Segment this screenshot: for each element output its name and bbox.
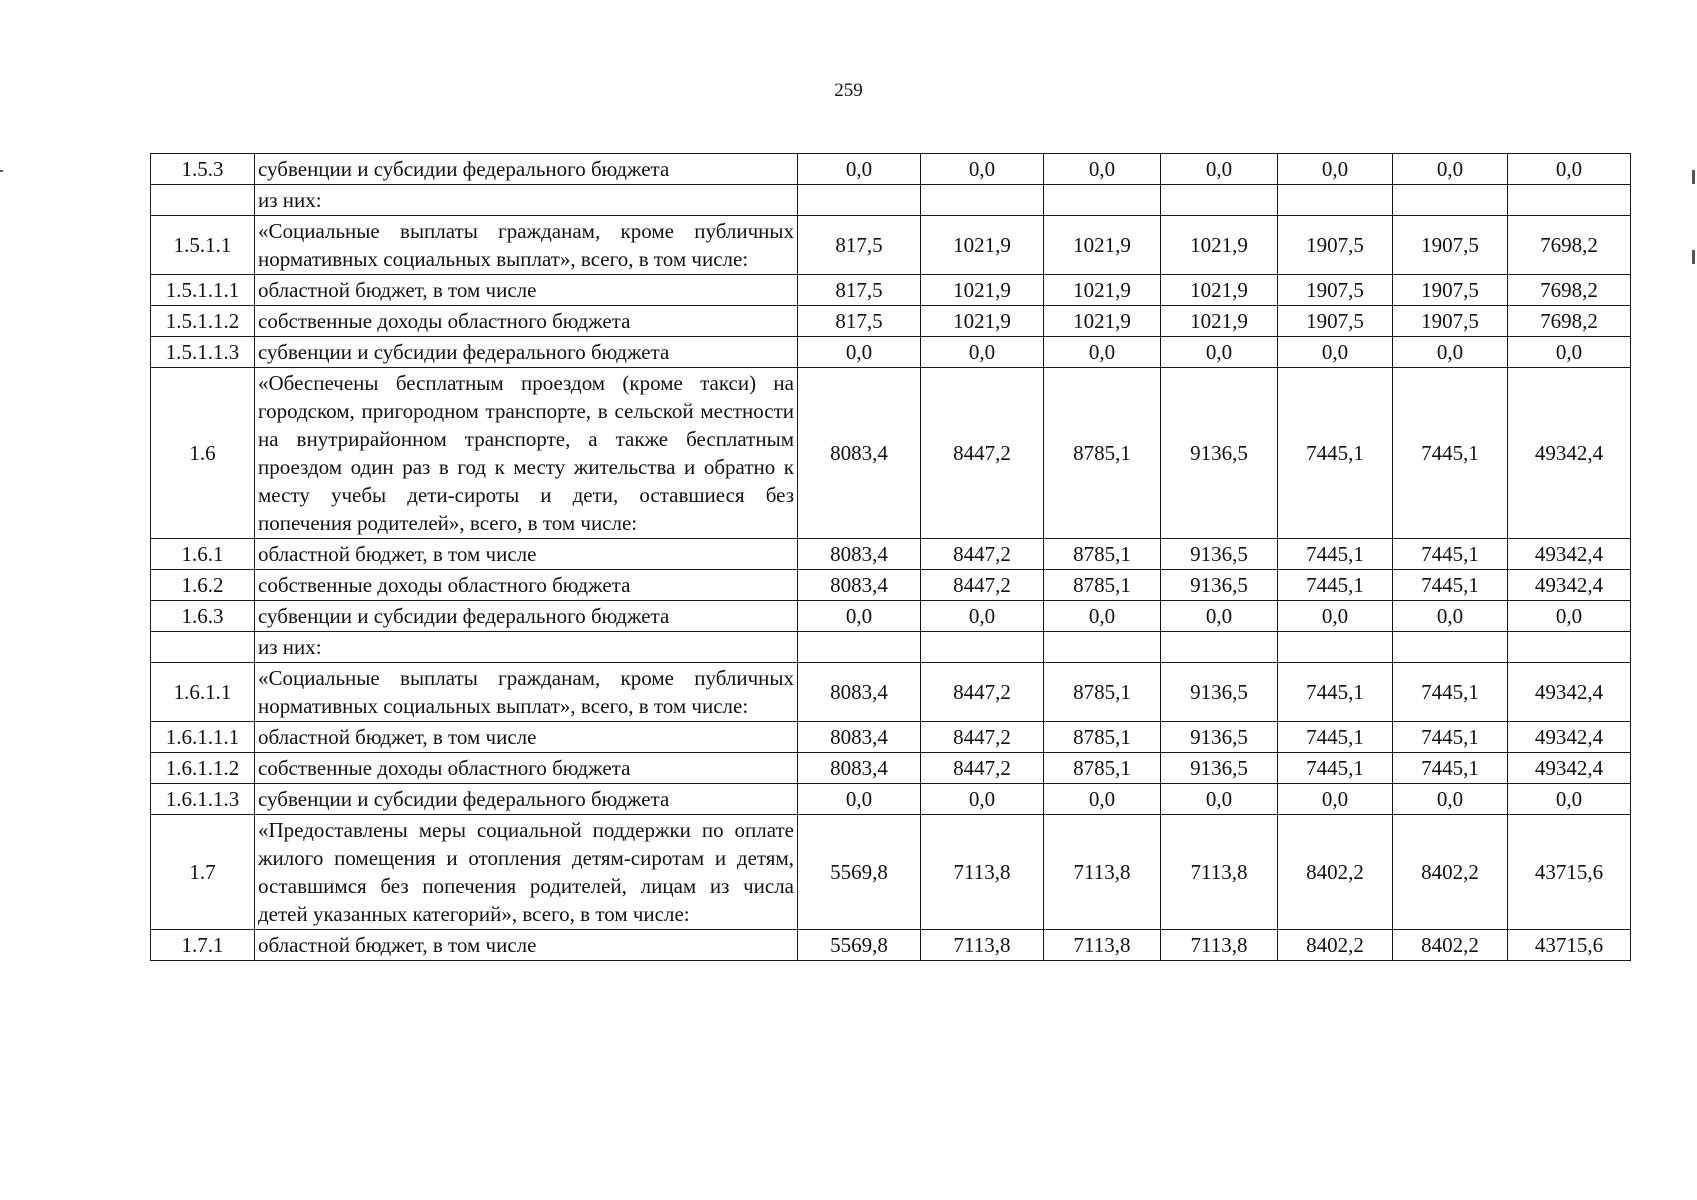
row-value-cell: 8785,1 [1044, 722, 1161, 753]
scan-mark [0, 170, 3, 172]
row-value-cell: 7445,1 [1393, 722, 1508, 753]
row-value-cell [1278, 185, 1393, 216]
row-code-cell: 1.6.1.1.3 [151, 784, 255, 815]
row-value-cell: 0,0 [1393, 154, 1508, 185]
row-name-cell: «Предоставлены меры социальной поддержки по оплате жилого помещения и отопления детям-сиротам и детям, оставшимся без попечения родителей, лицам из числа детей указанных категорий», всего, в том числе: [255, 815, 798, 930]
row-value-cell: 8447,2 [921, 570, 1044, 601]
row-value-cell: 0,0 [1161, 337, 1278, 368]
row-code-cell: 1.6 [151, 368, 255, 539]
row-value-cell: 0,0 [798, 337, 921, 368]
row-value-cell: 8785,1 [1044, 539, 1161, 570]
row-value-cell: 0,0 [1508, 601, 1631, 632]
table-row [151, 337, 1631, 368]
row-value-cell: 8083,4 [798, 722, 921, 753]
row-code-cell: 1.6.2 [151, 570, 255, 601]
row-value-cell: 49342,4 [1508, 539, 1631, 570]
row-value-cell: 1021,9 [1161, 306, 1278, 337]
row-value-cell: 7445,1 [1393, 570, 1508, 601]
row-code-cell: 1.7 [151, 815, 255, 930]
row-value-cell: 7445,1 [1278, 570, 1393, 601]
row-value-cell: 9136,5 [1161, 663, 1278, 722]
row-value-cell: 0,0 [1044, 784, 1161, 815]
row-code-cell: 1.6.3 [151, 601, 255, 632]
row-value-cell: 5569,8 [798, 930, 921, 961]
row-value-cell: 7113,8 [1044, 815, 1161, 930]
row-value-cell: 0,0 [921, 601, 1044, 632]
row-value-cell [921, 185, 1044, 216]
row-code-cell: 1.5.1.1.1 [151, 275, 255, 306]
row-value-cell [1393, 632, 1508, 663]
row-value-cell: 7698,2 [1508, 275, 1631, 306]
table-row [151, 570, 1631, 601]
row-value-cell: 1021,9 [921, 216, 1044, 275]
row-value-cell [1044, 185, 1161, 216]
row-value-cell: 5569,8 [798, 815, 921, 930]
row-value-cell: 1021,9 [1044, 306, 1161, 337]
row-value-cell: 49342,4 [1508, 368, 1631, 539]
row-value-cell: 0,0 [1161, 154, 1278, 185]
table-row [151, 930, 1631, 961]
row-value-cell: 0,0 [1508, 154, 1631, 185]
table-row [151, 539, 1631, 570]
row-name-cell: собственные доходы областного бюджета [255, 753, 798, 784]
row-name-cell: собственные доходы областного бюджета [255, 306, 798, 337]
row-value-cell: 9136,5 [1161, 753, 1278, 784]
row-code-cell [151, 632, 255, 663]
row-name-cell: областной бюджет, в том числе [255, 275, 798, 306]
row-value-cell: 43715,6 [1508, 815, 1631, 930]
row-value-cell: 0,0 [1393, 784, 1508, 815]
row-value-cell: 1907,5 [1278, 306, 1393, 337]
row-value-cell: 49342,4 [1508, 722, 1631, 753]
row-value-cell: 0,0 [1278, 601, 1393, 632]
row-code-cell: 1.6.1.1 [151, 663, 255, 722]
row-value-cell: 9136,5 [1161, 368, 1278, 539]
row-value-cell: 0,0 [1393, 601, 1508, 632]
row-value-cell: 43715,6 [1508, 930, 1631, 961]
row-value-cell: 1907,5 [1393, 306, 1508, 337]
row-value-cell: 8447,2 [921, 722, 1044, 753]
row-value-cell: 9136,5 [1161, 722, 1278, 753]
row-value-cell: 0,0 [1508, 337, 1631, 368]
row-value-cell: 8083,4 [798, 570, 921, 601]
row-value-cell: 7445,1 [1278, 663, 1393, 722]
row-name-cell: областной бюджет, в том числе [255, 930, 798, 961]
row-value-cell: 8785,1 [1044, 753, 1161, 784]
scan-mark [1692, 250, 1695, 264]
row-value-cell: 8785,1 [1044, 570, 1161, 601]
row-value-cell: 7445,1 [1393, 663, 1508, 722]
row-value-cell [1393, 185, 1508, 216]
row-value-cell: 0,0 [1044, 601, 1161, 632]
row-code-cell: 1.5.1.1.2 [151, 306, 255, 337]
row-value-cell: 1021,9 [1044, 216, 1161, 275]
row-value-cell: 1907,5 [1278, 216, 1393, 275]
row-value-cell: 8083,4 [798, 663, 921, 722]
row-value-cell: 8785,1 [1044, 663, 1161, 722]
row-value-cell: 8402,2 [1393, 930, 1508, 961]
row-value-cell: 0,0 [921, 784, 1044, 815]
row-name-cell: субвенции и субсидии федерального бюджета [255, 601, 798, 632]
row-code-cell: 1.6.1.1.1 [151, 722, 255, 753]
row-value-cell: 0,0 [1278, 154, 1393, 185]
row-value-cell: 8402,2 [1278, 815, 1393, 930]
row-value-cell: 0,0 [1278, 337, 1393, 368]
row-value-cell: 1907,5 [1393, 275, 1508, 306]
row-value-cell: 8447,2 [921, 753, 1044, 784]
table-row [151, 753, 1631, 784]
row-value-cell: 7445,1 [1278, 722, 1393, 753]
row-value-cell: 7113,8 [1044, 930, 1161, 961]
table-row [151, 663, 1631, 722]
row-value-cell: 0,0 [798, 154, 921, 185]
row-name-cell: «Социальные выплаты гражданам, кроме публичных нормативных социальных выплат», всего, в том числе: [255, 216, 798, 275]
row-value-cell: 8402,2 [1393, 815, 1508, 930]
row-name-cell: из них: [255, 185, 798, 216]
row-value-cell: 0,0 [1161, 601, 1278, 632]
table-row [151, 216, 1631, 275]
row-value-cell: 7113,8 [1161, 930, 1278, 961]
row-value-cell: 7445,1 [1393, 368, 1508, 539]
row-name-cell: собственные доходы областного бюджета [255, 570, 798, 601]
row-value-cell: 49342,4 [1508, 753, 1631, 784]
row-value-cell: 1021,9 [921, 275, 1044, 306]
row-code-cell: 1.6.1.1.2 [151, 753, 255, 784]
table-body [151, 154, 1631, 961]
row-value-cell: 0,0 [921, 154, 1044, 185]
row-value-cell: 1021,9 [1161, 275, 1278, 306]
row-name-cell: субвенции и субсидии федерального бюджета [255, 784, 798, 815]
table-row [151, 275, 1631, 306]
scan-mark [1692, 170, 1695, 184]
row-value-cell [798, 632, 921, 663]
row-value-cell: 0,0 [1278, 784, 1393, 815]
row-value-cell: 49342,4 [1508, 663, 1631, 722]
table-row [151, 722, 1631, 753]
row-name-cell: областной бюджет, в том числе [255, 539, 798, 570]
row-value-cell: 8447,2 [921, 539, 1044, 570]
row-value-cell: 0,0 [798, 784, 921, 815]
row-value-cell: 0,0 [1161, 784, 1278, 815]
row-name-cell: «Социальные выплаты гражданам, кроме публичных нормативных социальных выплат», всего, в том числе: [255, 663, 798, 722]
row-value-cell: 8083,4 [798, 368, 921, 539]
row-value-cell: 8083,4 [798, 753, 921, 784]
row-value-cell [1161, 632, 1278, 663]
row-value-cell [1161, 185, 1278, 216]
row-name-cell: областной бюджет, в том числе [255, 722, 798, 753]
row-value-cell [1278, 632, 1393, 663]
row-value-cell: 817,5 [798, 216, 921, 275]
row-value-cell: 9136,5 [1161, 570, 1278, 601]
row-value-cell [1508, 185, 1631, 216]
row-value-cell [1044, 632, 1161, 663]
row-value-cell: 0,0 [1044, 154, 1161, 185]
row-value-cell: 817,5 [798, 275, 921, 306]
row-value-cell: 1021,9 [921, 306, 1044, 337]
page-number: 259 [834, 80, 863, 101]
row-value-cell: 7113,8 [1161, 815, 1278, 930]
row-value-cell: 817,5 [798, 306, 921, 337]
row-value-cell: 7445,1 [1393, 753, 1508, 784]
row-value-cell: 8402,2 [1278, 930, 1393, 961]
row-value-cell: 0,0 [798, 601, 921, 632]
row-value-cell: 7445,1 [1278, 539, 1393, 570]
table-row [151, 306, 1631, 337]
row-code-cell [151, 185, 255, 216]
row-value-cell: 7445,1 [1393, 539, 1508, 570]
row-value-cell: 1021,9 [1161, 216, 1278, 275]
table-row [151, 601, 1631, 632]
row-value-cell: 7445,1 [1278, 368, 1393, 539]
row-value-cell [921, 632, 1044, 663]
row-value-cell: 49342,4 [1508, 570, 1631, 601]
row-name-cell: субвенции и субсидии федерального бюджета [255, 337, 798, 368]
row-value-cell [1508, 632, 1631, 663]
row-value-cell: 7113,8 [921, 930, 1044, 961]
row-value-cell: 0,0 [1044, 337, 1161, 368]
row-value-cell: 1021,9 [1044, 275, 1161, 306]
row-value-cell: 0,0 [921, 337, 1044, 368]
row-value-cell: 8447,2 [921, 368, 1044, 539]
row-value-cell: 1907,5 [1393, 216, 1508, 275]
row-name-cell: «Обеспечены бесплатным проездом (кроме такси) на городском, пригородном транспорте, в сельской местности на внутрирайонном транспорте, а также бесплатным проездом один раз в год к месту жительства и обратно к месту учебы дети-сироты и дети, оставшиеся без попечения родителей», всего, в том числе: [255, 368, 798, 539]
row-value-cell: 0,0 [1508, 784, 1631, 815]
table-row [151, 815, 1631, 930]
row-value-cell: 8083,4 [798, 539, 921, 570]
row-value-cell: 8785,1 [1044, 368, 1161, 539]
row-value-cell: 7445,1 [1278, 753, 1393, 784]
row-value-cell [798, 185, 921, 216]
row-value-cell: 8447,2 [921, 663, 1044, 722]
row-code-cell: 1.5.3 [151, 154, 255, 185]
table-row [151, 368, 1631, 539]
row-value-cell: 7698,2 [1508, 306, 1631, 337]
table-row [151, 185, 1631, 216]
row-code-cell: 1.6.1 [151, 539, 255, 570]
row-name-cell: субвенции и субсидии федерального бюджета [255, 154, 798, 185]
row-value-cell: 7113,8 [921, 815, 1044, 930]
row-code-cell: 1.7.1 [151, 930, 255, 961]
budget-table [150, 153, 1631, 961]
row-value-cell: 7698,2 [1508, 216, 1631, 275]
row-value-cell: 0,0 [1393, 337, 1508, 368]
table-row [151, 154, 1631, 185]
row-code-cell: 1.5.1.1.3 [151, 337, 255, 368]
table-row [151, 632, 1631, 663]
row-value-cell: 1907,5 [1278, 275, 1393, 306]
row-name-cell: из них: [255, 632, 798, 663]
row-value-cell: 9136,5 [1161, 539, 1278, 570]
row-code-cell: 1.5.1.1 [151, 216, 255, 275]
table-row [151, 784, 1631, 815]
